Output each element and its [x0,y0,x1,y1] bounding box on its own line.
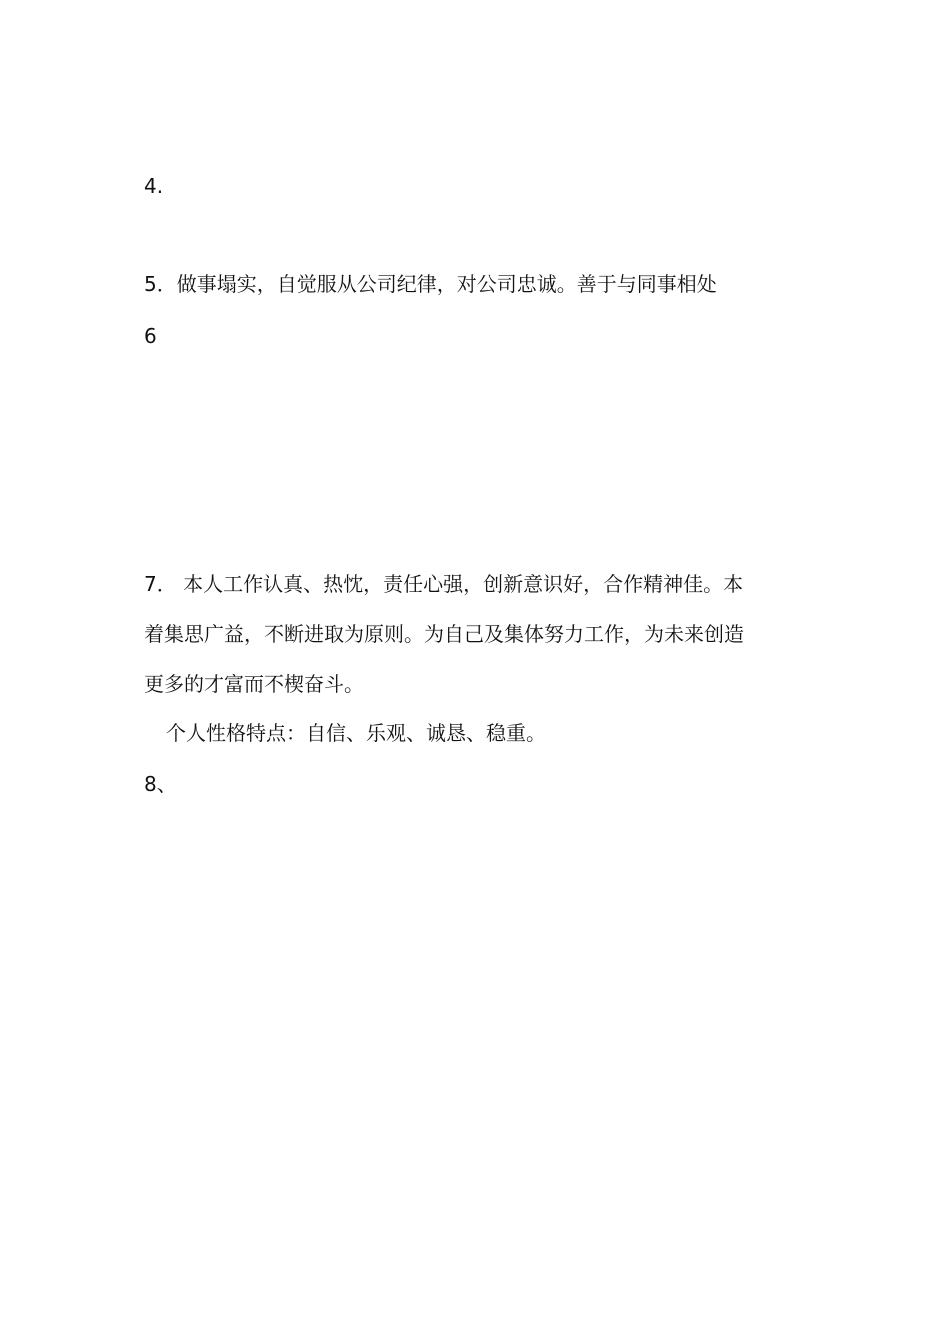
personality-traits-text: 个人性格特点：自信、乐观、诚恳、稳重。 [166,721,546,745]
item-8-text: 8、 [144,772,177,796]
item-7-line-3: 更多的才富而不楔奋斗。 [144,672,364,696]
item-7-line-2: 着集思广益，不断进取为原则。为自己及集体努力工作，为未来创造 [144,622,744,646]
item-4-text: 4. [144,174,164,198]
item-5-text: 5．做事塌实，自觉服从公司纪律，对公司忠诚。善于与同事相处 [144,272,717,296]
item-6-text: 6 [144,324,157,348]
item-7-line-1: 7． 本人工作认真、热忱，责任心强，创新意识好，合作精神佳。本 [144,572,744,596]
